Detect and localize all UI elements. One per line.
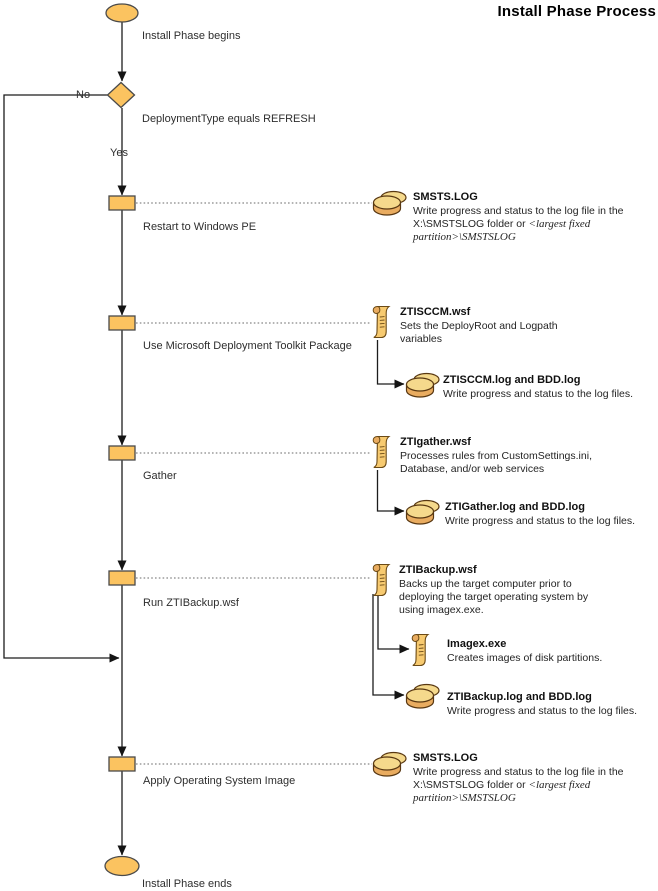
annotation-title: ZTISCCM.log and BDD.log: [443, 374, 581, 386]
decision-no-label: No: [76, 89, 91, 101]
annotation-imagex: [447, 638, 652, 665]
annotation-smsts-top: [413, 191, 638, 244]
annotation-body: Write progress and status to the log files.: [443, 388, 634, 400]
annotation-ztigather: [400, 436, 620, 476]
annotation-body: Backs up the target computer prior to deploying the target operating system by using imagex.exe.: [399, 578, 589, 616]
annotation-ztibackup-log: [447, 691, 658, 718]
annotation-body: Write progress and status to the log files.: [445, 515, 636, 527]
step-label-gather: Gather: [143, 470, 177, 482]
annotation-body-italic: <largest fixed partition>\SMSTSLOG: [413, 218, 591, 243]
annotation-body: [413, 766, 638, 805]
annotation-body: Processes rules from CustomSettings.ini, Database, and/or web services: [400, 450, 592, 475]
start-label: Install Phase begins: [142, 30, 241, 42]
end-label: Install Phase ends: [142, 878, 232, 890]
annotation-ztisccm-log: [443, 374, 658, 401]
decision-diamond: [108, 83, 135, 108]
database-cylinder-icon: [407, 501, 440, 525]
database-cylinder-icon: [407, 685, 440, 709]
step-label-backup: Run ZTIBackup.wsf: [143, 597, 239, 609]
process-box-restart: [109, 196, 135, 210]
process-box-mdt: [109, 316, 135, 330]
database-cylinder-icon: [374, 192, 407, 216]
page-title: Install Phase Process: [497, 3, 656, 20]
annotation-title: ZTIBackup.log and BDD.log: [447, 691, 592, 703]
database-cylinder-icon: [374, 753, 407, 777]
script-scroll-icon: [373, 437, 389, 468]
annotation-title: Imagex.exe: [447, 638, 507, 650]
end-terminator: [105, 857, 139, 876]
script-scroll-icon: [373, 565, 389, 596]
connector-ztisccm-to-log: [378, 340, 405, 384]
annotation-smsts-bottom: [413, 752, 638, 805]
decision-yes-label: Yes: [110, 147, 128, 159]
annotation-body: Sets the DeployRoot and Logpath variables: [400, 320, 558, 345]
annotation-body: Creates images of disk partitions.: [447, 652, 603, 664]
step-label-restart: Restart to Windows PE: [143, 221, 257, 233]
database-cylinder-icon: [407, 374, 440, 398]
annotation-title: SMSTS.LOG: [413, 191, 478, 203]
annotation-title: ZTIBackup.wsf: [399, 564, 477, 576]
annotation-title: ZTIGather.log and BDD.log: [445, 501, 585, 513]
annotation-title: ZTIgather.wsf: [400, 436, 471, 448]
annotation-ztibackup: [399, 564, 604, 617]
annotation-body: Write progress and status to the log files.: [447, 705, 638, 717]
process-box-apply: [109, 757, 135, 771]
process-box-backup: [109, 571, 135, 585]
process-box-gather: [109, 446, 135, 460]
script-scroll-icon: [412, 635, 428, 666]
step-label-apply: Apply Operating System Image: [143, 775, 296, 787]
decision-label: DeploymentType equals REFRESH: [142, 113, 316, 125]
connector-ztigather-to-log: [378, 470, 405, 511]
annotation-body-text: Write progress and status to the log file in the X:\SMSTSLOG folder or: [413, 766, 624, 791]
script-scroll-icon: [373, 307, 389, 338]
annotation-ztigather-log: [445, 501, 658, 528]
start-terminator: [106, 4, 138, 22]
step-label-mdt: Use Microsoft Deployment Toolkit Package: [143, 340, 352, 352]
annotation-title: SMSTS.LOG: [413, 752, 478, 764]
connector-no-loop: [4, 95, 119, 658]
annotation-body-italic: <largest fixed partition>\SMSTSLOG: [413, 779, 591, 804]
annotation-ztisccm: [400, 306, 575, 346]
annotation-body-text: Write progress and status to the log file in the X:\SMSTSLOG folder or: [413, 205, 624, 230]
annotation-body: [413, 205, 638, 244]
annotation-title: ZTISCCM.wsf: [400, 306, 471, 318]
